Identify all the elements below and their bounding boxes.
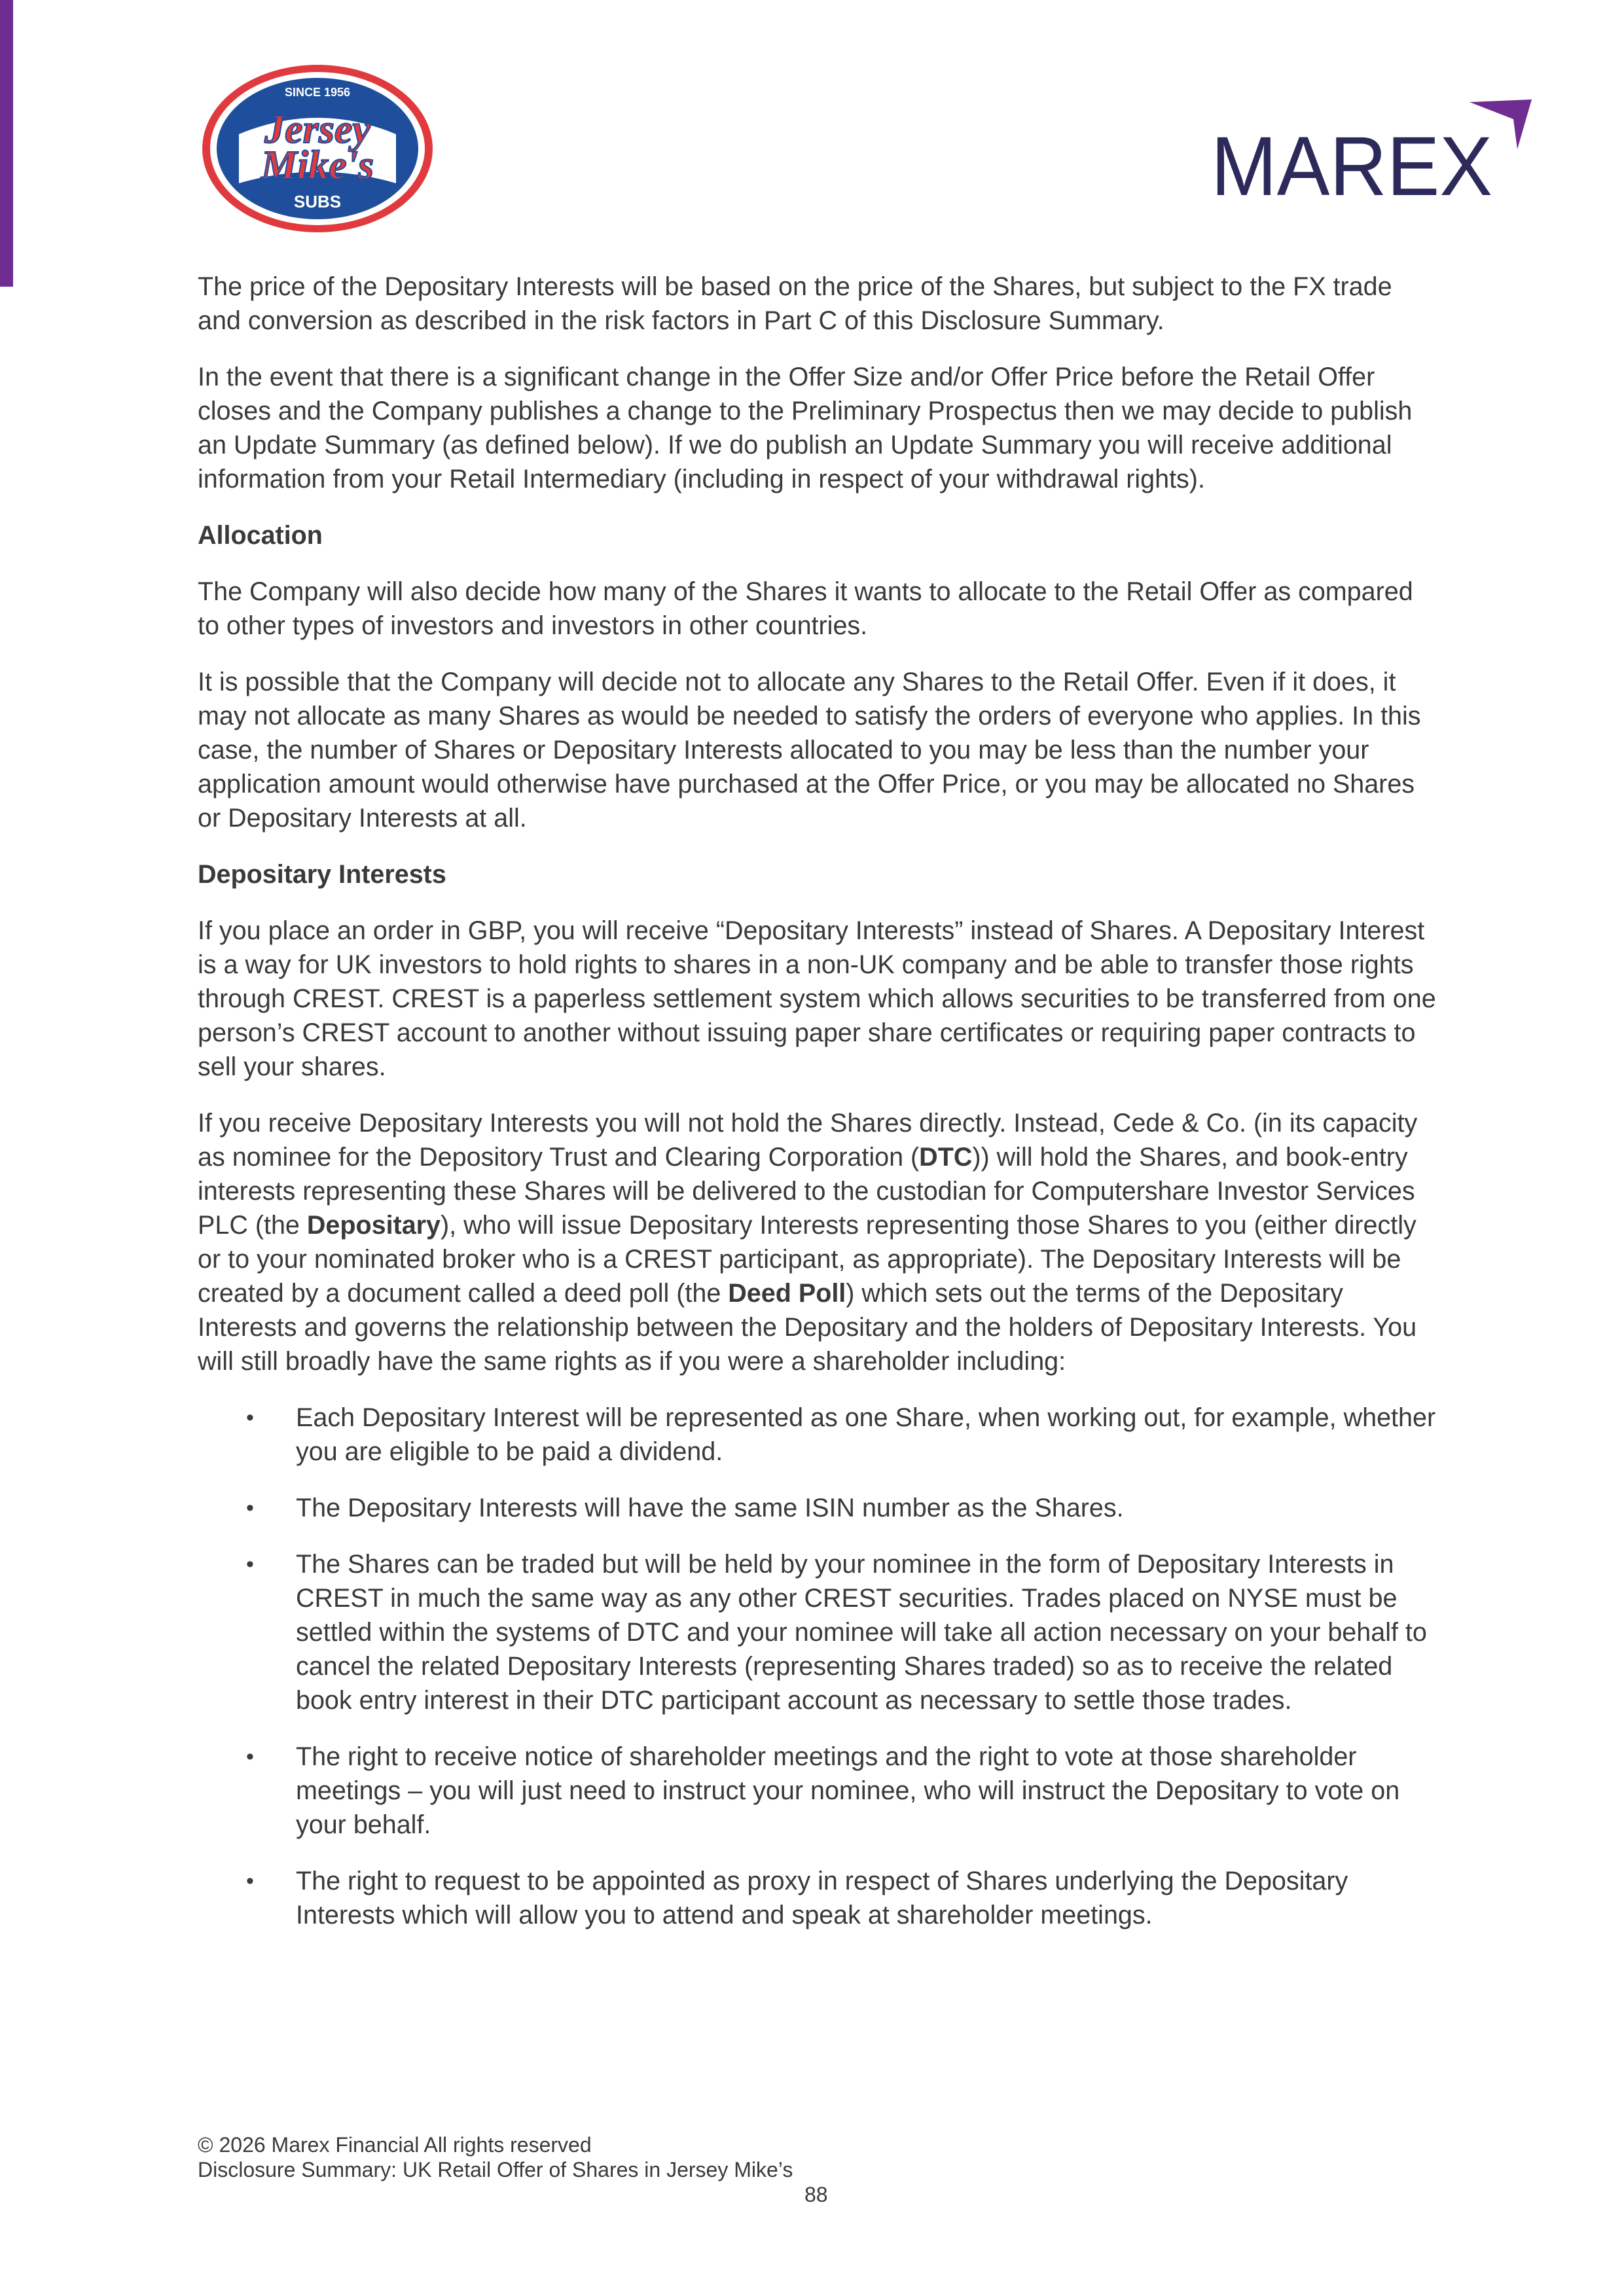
side-accent-bar	[0, 0, 13, 287]
logo-subs-text: SUBS	[293, 192, 342, 211]
bullet-icon: •	[246, 1496, 254, 1520]
term-deed-poll: Deed Poll	[728, 1279, 846, 1308]
marex-logo-text: MAREX	[1211, 120, 1492, 202]
paragraph-allocation-detail: It is possible that the Company will decide not to allocate any Shares to the Retail Offer. Even if it does, it may not allocate as many Shares as would be needed to satisfy the orders of everyone who applies. In this case, the number of Shares or Depositary Interests allocated to you may be less than the number your application amount would otherwise have purchased at the Offer Price, or you may be allocated no Shares or Depositary Interests at all.	[198, 668, 1421, 833]
list-item: • The right to receive notice of shareholder meetings and the right to vote at those shareholder meetings – you will just need to instruct your nominee, who will instruct the Depositary to vote on your behalf.	[198, 1740, 1441, 1842]
list-item: • The Shares can be traded but will be held by your nominee in the form of Depositary Interests in CREST in much the same way as any other CREST securities. Trades placed on NYSE must be settled within the systems of DTC and your nominee will take all action necessary on your behalf to cancel the related Depositary Interests (representing Shares traded) so as to receive the related book entry interest in their DTC participant account as necessary to settle those trades.	[198, 1547, 1441, 1717]
paragraph-price: The price of the Depositary Interests will be based on the price of the Shares, but subject to the FX trade and conversion as described in the risk factors in Part C of this Disclosure Summary.	[198, 272, 1392, 335]
heading-depositary-interests: Depositary Interests	[198, 860, 446, 889]
logo-jersey-text: Jersey	[264, 107, 370, 152]
document-body	[198, 270, 1441, 1954]
list-item: • Each Depositary Interest will be represented as one Share, when working out, for example, whether you are eligible to be paid a dividend.	[198, 1401, 1441, 1469]
marex-logo	[1211, 97, 1532, 202]
heading-allocation: Allocation	[198, 521, 323, 550]
list-item: • The Depositary Interests will have the same ISIN number as the Shares.	[198, 1491, 1441, 1525]
logo-mikes-text: Mike's	[261, 143, 374, 188]
bullet-icon: •	[246, 1744, 254, 1769]
paragraph-update-summary: In the event that there is a significant change in the Offer Size and/or Offer Price before the Retail Offer closes and the Company publishes a change to the Preliminary Prospectus then we may decide to publish an Update Summary (as defined below). If we do publish an Update Summary you will receive additional information from your Retail Intermediary (including in respect of your withdrawal rights).	[198, 363, 1413, 493]
paragraph-depositary-definition: If you place an order in GBP, you will receive “Depositary Interests” instead of Shares. A Depositary Interest is a way for UK investors to hold rights to shares in a non-UK company and be able to transfer those rights through CREST. CREST is a paperless settlement system which allows securities to be transferred from one person’s CREST account to another without issuing paper share certificates or requiring paper contracts to sell your shares.	[198, 916, 1436, 1081]
page-number: 88	[804, 2183, 828, 2206]
bullet-icon: •	[246, 1552, 254, 1577]
rights-list	[198, 1401, 1441, 1932]
footer-copyright: © 2026 Marex Financial All rights reserved	[198, 2133, 592, 2157]
list-item: • The right to request to be appointed as proxy in respect of Shares underlying the Depositary Interests which will allow you to attend and speak at shareholder meetings.	[198, 1864, 1441, 1932]
page-footer	[198, 2132, 1441, 2206]
jersey-mikes-logo	[200, 62, 435, 236]
bullet-icon: •	[246, 1869, 254, 1893]
logo-since-text: SINCE 1956	[284, 86, 351, 99]
term-dtc: DTC	[919, 1143, 973, 1172]
paragraph-allocation: The Company will also decide how many of the Shares it wants to allocate to the Retail Offer as compared to other types of investors and investors in other countries.	[198, 577, 1413, 640]
footer-document-title: Disclosure Summary: UK Retail Offer of Shares in Jersey Mike’s	[198, 2158, 793, 2181]
paragraph-depositary-holding: If you receive Depositary Interests you will not hold the Shares directly. Instead, Cede & Co. (in its capacity as nominee for the Depository Trust and Clearing Corporation (DTC)) will hold the Shares, and book-entry interests representing these Shares will be delivered to the custodian for Computershare Investor Services PLC (the Depositary), who will issue Depositary Interests representing those Shares to you (either directly or to your nominated broker who is a CREST participant, as appropriate). The Depositary Interests will be created by a document called a deed poll (the Deed Poll) which sets out the terms of the Depositary Interests and governs the relationship between the Depositary and the holders of Depositary Interests. You will still broadly have the same rights as if you were a shareholder including:	[198, 1109, 1418, 1376]
bullet-icon: •	[246, 1405, 254, 1430]
term-depositary: Depositary	[306, 1211, 441, 1240]
